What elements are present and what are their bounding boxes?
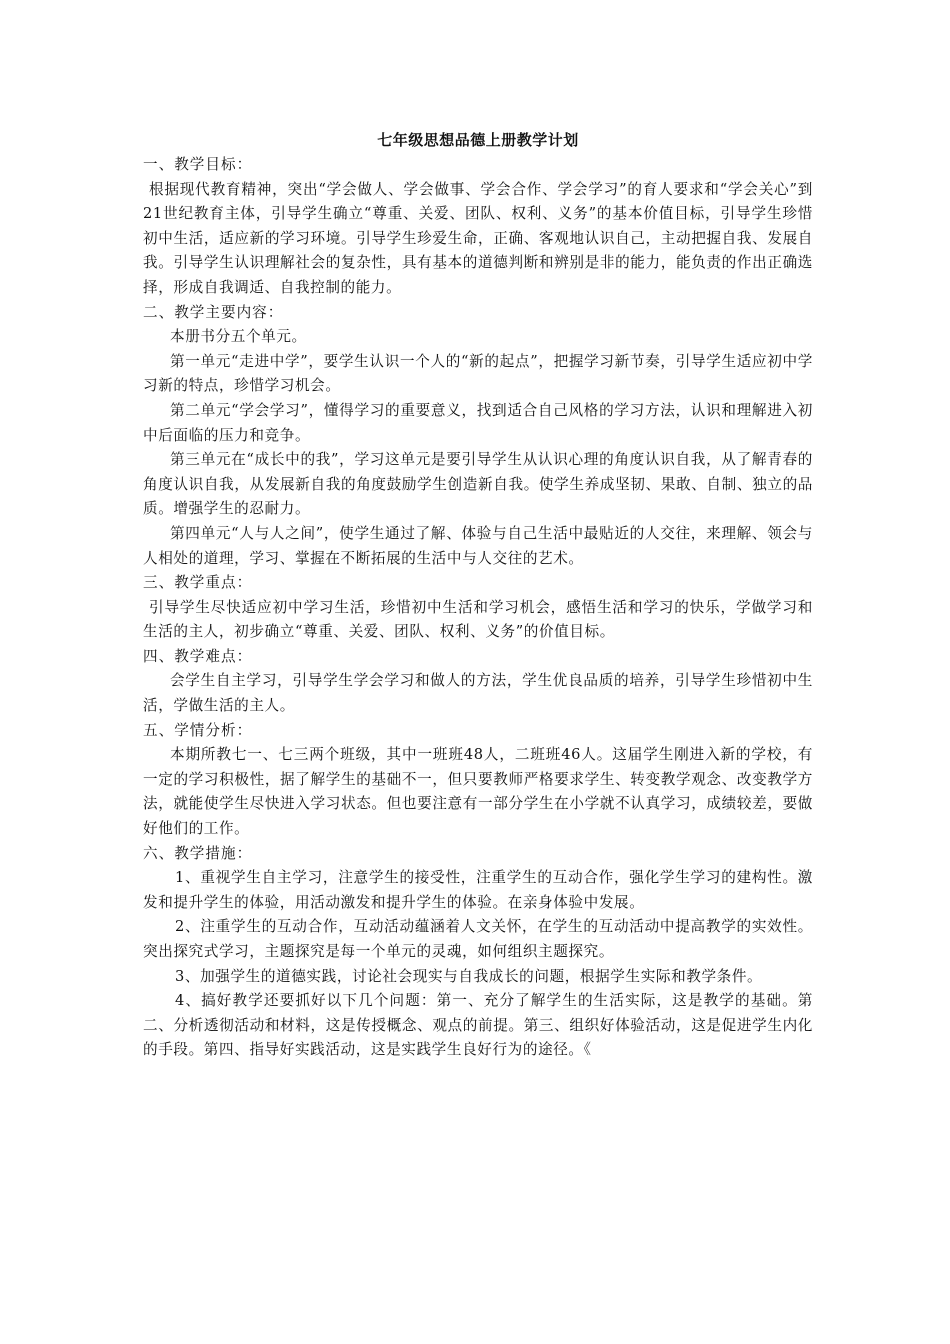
section-heading: 三、教学重点： — [143, 574, 253, 592]
paragraph: 第四单元“人与人之间”，使学生通过了解、体验与自己生活中最贴近的人交往，来理解、领会与人相处的道理，学习、掌握在不断拓展的生活中与人交往的艺术。 — [143, 524, 813, 567]
document-body — [143, 128, 813, 1063]
document-title: 七年级思想品德上册教学计划 — [377, 131, 579, 149]
paragraph: 1、重视学生自主学习，注意学生的接受性，注重学生的互动合作，强化学生学习的建构性。激发和提升学生的体验，用活动激发和提升学生的体验。在亲身体验中发展。 — [143, 869, 813, 911]
section-heading: 一、教学目标： — [143, 156, 253, 173]
section-heading: 四、教学难点： — [143, 647, 253, 665]
section-heading: 五、学情分析： — [143, 721, 253, 739]
section-teaching-measures — [143, 842, 813, 1063]
paragraph: 3、加强学生的道德实践，讨论社会现实与自我成长的问题，根据学生实际和教学条件。 — [175, 967, 763, 985]
section-difficulties — [143, 645, 813, 719]
paragraph: 第一单元“走进中学”，要学生认识一个人的“新的起点”，把握学习新节奏，引导学生适应初中学习新的特点，珍惜学习机会。 — [143, 352, 813, 395]
paragraph: 会学生自主学习，引导学生学会学习和做人的方法，学生优良品质的培养，引导学生珍惜初中生活，学做生活的主人。 — [143, 672, 813, 715]
section-heading: 六、教学措施： — [143, 844, 253, 862]
section-key-points — [143, 571, 813, 645]
paragraph: 2、注重学生的互动合作，互动活动蕴涵着人文关怀，在学生的互动活动中提高教学的实效性。突出探究式学习，主题探究是每一个单元的灵魂，如何组织主题探究。 — [143, 918, 813, 960]
paragraph: 本册书分五个单元。 — [170, 328, 307, 346]
paragraph: 第三单元在“成长中的我”，学习这单元是要引导学生从认识心理的角度认识自我，从了解青春的角度认识自我，从发展新自我的角度鼓励学生创造新自我。使学生养成坚韧、果敢、自制、独立的品质。增强学生的忍耐力。 — [143, 451, 813, 518]
section-main-content — [143, 301, 813, 572]
section-heading: 二、教学主要内容： — [143, 303, 284, 321]
paragraph: 4、搞好教学还要抓好以下几个问题：第一、充分了解学生的生活实际，这是教学的基础。第二、分析透彻活动和材料，这是传授概念、观点的前提。第三、组织好体验活动，这是促进学生内化的手段。第四、指导好实践活动，这是实践学生良好行为的途径。《 — [143, 992, 813, 1059]
paragraph: 根据现代教育精神，突出“学会做人、学会做事、学会合作、学会学习”的育人要求和“学会关心”到21世纪教育主体，引导学生确立“尊重、关爱、团队、权利、义务”的基本价值目标，引导学生珍惜初中生活，适应新的学习环境。引导学生珍爱生命，正确、客观地认识自己，主动把握自我、发展自我。引导学生认识理解社会的复杂性，具有基本的道德判断和辨别是非的能力，能负责的作出正确选择，形成自我调适、自我控制的能力。 — [143, 180, 813, 296]
paragraph: 第二单元“学会学习”，懂得学习的重要意义，找到适合自己风格的学习方法，认识和理解进入初中后面临的压力和竞争。 — [143, 401, 813, 444]
section-teaching-goals — [143, 153, 813, 301]
paragraph: 引导学生尽快适应初中学习生活，珍惜初中生活和学习机会，感悟生活和学习的快乐，学做学习和生活的主人，初步确立“尊重、关爱、团队、权利、义务”的价值目标。 — [143, 598, 813, 641]
paragraph: 本期所教七一、七三两个班级，其中一班班48人，二班班46人。这届学生刚进入新的学校，有一定的学习积极性，据了解学生的基础不一，但只要教师严格要求学生、转变教学观念、改变教学方法，就能使学生尽快进入学习状态。但也要注意有一部分学生在小学就不认真学习，成绩较差，要做好他们的工作。 — [143, 746, 813, 838]
section-student-analysis — [143, 719, 813, 842]
